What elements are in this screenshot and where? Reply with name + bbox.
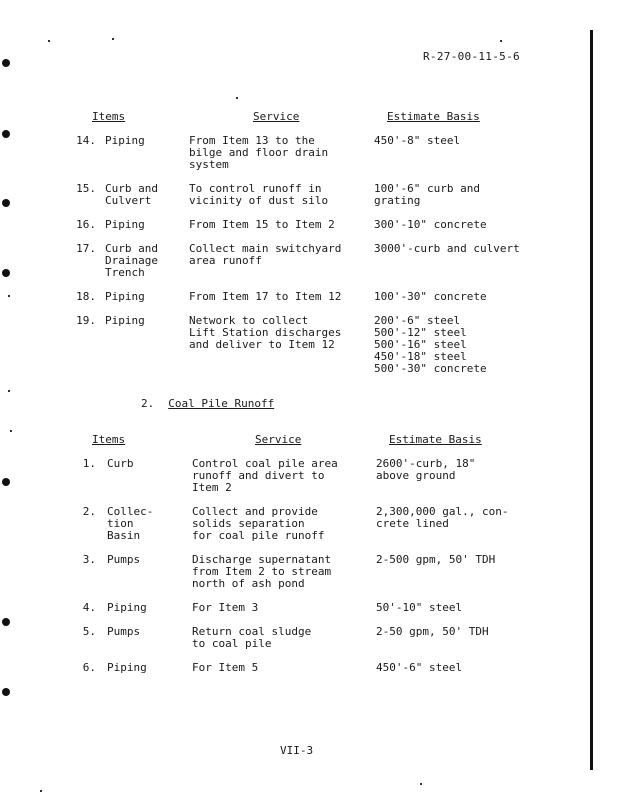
scan-speck [10,430,12,432]
punch-hole-mark [2,478,10,486]
column-header-items: Items [92,433,126,446]
row-item: Piping [105,218,145,231]
section-number: 2. [141,397,155,410]
row-item: Piping [105,134,145,147]
row-number: 14. [76,134,96,147]
scan-speck [8,390,10,392]
row-estimate-basis: 450'-6" steel [376,661,463,674]
punch-hole-mark [2,199,10,207]
row-item: Piping [105,290,145,303]
scan-speck [48,40,50,42]
row-item: Curb and Culvert [105,182,158,207]
section-heading [141,398,274,410]
column-header-service: Service [253,110,300,123]
scan-speck [500,40,502,42]
row-estimate-basis: 50'-10" steel [376,601,463,614]
row-item: Piping [107,661,147,674]
row-estimate-basis: 300'-10" concrete [374,218,487,231]
row-estimate-basis: 100'-30" concrete [374,290,487,303]
row-service: Network to collect Lift Station discharges and deliver to Item 12 [189,314,342,351]
row-service: Collect and provide solids separation for coal pile runoff [192,505,325,542]
row-number: 18. [76,290,96,303]
row-number: 16. [76,218,96,231]
row-number: 5. [82,625,96,638]
section-title: Coal Pile Runoff [168,397,275,410]
row-service: Collect main switchyard area runoff [189,242,342,267]
row-number: 1. [82,457,96,470]
row-number: 19. [76,314,96,327]
row-estimate-basis: 450'-8" steel [374,134,461,147]
punch-hole-mark [2,269,10,277]
row-number: 3. [82,553,96,566]
page-number: VII-3 [280,744,314,757]
row-estimate-basis: 2600'-curb, 18" above ground [376,457,476,482]
scan-speck [236,97,238,99]
scan-speck [40,790,42,792]
row-estimate-basis: 2-50 gpm, 50' TDH [376,625,489,638]
row-item: Pumps [107,625,141,638]
column-header-items: Items [92,110,126,123]
row-service: From Item 15 to Item 2 [189,218,335,231]
row-item: Curb and Drainage Trench [105,242,158,279]
row-estimate-basis: 200'-6" steel 500'-12" steel 500'-16" steel 450'-18" steel 500'-30" concrete [374,314,487,375]
row-number: 17. [76,242,96,255]
row-service: For Item 5 [192,661,259,674]
row-service: Control coal pile area runoff and divert to Item 2 [192,457,338,494]
row-number: 2. [82,505,96,518]
row-service: Discharge supernatant from Item 2 to stream north of ash pond [192,553,332,590]
binder-edge-line [590,30,593,770]
scan-speck [112,38,114,40]
column-header-estimate-basis: Estimate Basis [387,110,480,123]
row-number: 6. [82,661,96,674]
row-service: Return coal sludge to coal pile [192,625,312,650]
scan-speck [420,783,422,785]
row-estimate-basis: 3000'-curb and culvert [374,242,520,255]
row-number: 15. [76,182,96,195]
row-service: To control runoff in vicinity of dust silo [189,182,329,207]
row-item: Collec- tion Basin [107,505,154,542]
scan-speck [8,295,10,297]
row-item: Piping [105,314,145,327]
row-number: 4. [82,601,96,614]
row-service: From Item 17 to Item 12 [189,290,342,303]
row-item: Piping [107,601,147,614]
row-estimate-basis: 2-500 gpm, 50' TDH [376,553,496,566]
row-service: For Item 3 [192,601,259,614]
row-service: From Item 13 to the bilge and floor drain system [189,134,329,171]
document-id: R-27-00-11-5-6 [423,50,520,63]
punch-hole-mark [2,688,10,696]
row-item: Curb [107,457,134,470]
row-estimate-basis: 2,300,000 gal., con- crete lined [376,505,509,530]
punch-hole-mark [2,618,10,626]
column-header-estimate-basis: Estimate Basis [389,433,482,446]
punch-hole-mark [2,59,10,67]
row-item: Pumps [107,553,141,566]
punch-hole-mark [2,130,10,138]
column-header-service: Service [255,433,302,446]
row-estimate-basis: 100'-6" curb and grating [374,182,480,207]
